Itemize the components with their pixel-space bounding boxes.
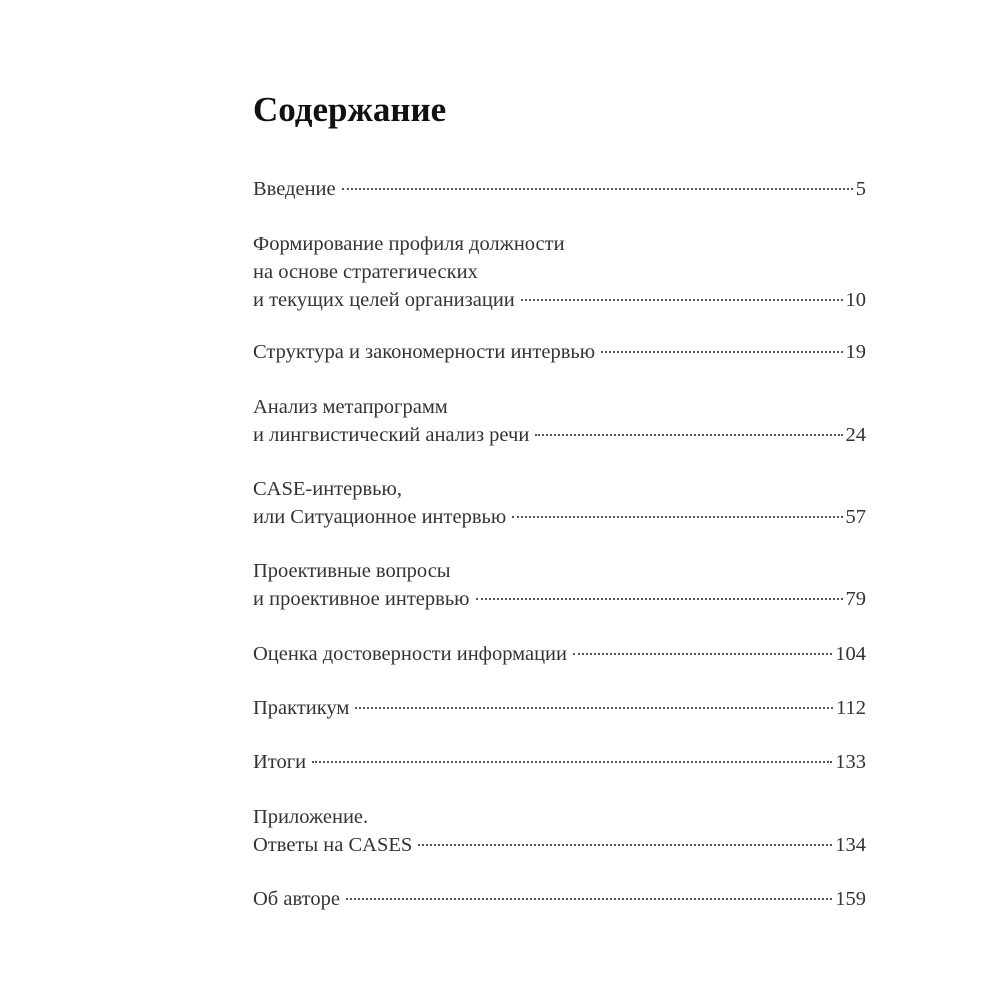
toc-entry-introduction[interactable]: [253, 175, 866, 203]
toc-entry-title: и текущих целей организации: [253, 289, 515, 311]
toc-entry-row: [253, 640, 866, 668]
dot-leader: [512, 516, 842, 518]
dot-leader: [573, 653, 832, 655]
toc-entry-title-line: Проективные вопросы: [253, 560, 451, 582]
table-of-contents: [253, 88, 866, 910]
toc-entry-row: [253, 694, 866, 722]
dot-leader: [346, 898, 832, 900]
toc-entry-title: Об авторе: [253, 888, 340, 910]
toc-page-number: 10: [845, 289, 866, 311]
toc-entry-row: [253, 748, 866, 776]
toc-entry-summary[interactable]: [253, 748, 866, 776]
toc-entry-title: Структура и закономерности интервью: [253, 341, 596, 363]
toc-entry-title: Введение: [253, 178, 336, 200]
toc-page-number: 57: [845, 506, 866, 528]
toc-entry-row: [253, 338, 866, 366]
toc-entry-title-line: Формирование профиля должности: [253, 233, 565, 255]
toc-page-number: 159: [835, 888, 866, 910]
toc-entry-title: Итоги: [253, 751, 307, 773]
toc-page-number: 79: [845, 588, 866, 610]
dot-leader: [418, 844, 832, 846]
dot-leader: [521, 299, 843, 301]
dot-leader: [312, 761, 832, 763]
toc-page-number: 134: [835, 834, 866, 856]
toc-entry-title: или Ситуационное интервью: [253, 506, 507, 528]
toc-entry-appendix[interactable]: [253, 803, 866, 859]
toc-entry-row: [253, 503, 866, 531]
dot-leader: [535, 434, 842, 436]
toc-entry-row: [253, 421, 866, 449]
toc-entry-row: [253, 286, 866, 314]
toc-entry-row: [253, 831, 866, 859]
toc-entry-row: [253, 885, 866, 913]
toc-entry-case-interview[interactable]: [253, 475, 866, 531]
toc-entry-metaprograms[interactable]: [253, 393, 866, 449]
toc-page-number: 112: [836, 697, 866, 719]
toc-entry-title: и лингвистический анализ речи: [253, 424, 530, 446]
toc-entry-title-line: на основе стратегических: [253, 261, 478, 283]
toc-entry-practicum[interactable]: [253, 694, 866, 722]
toc-page-number: 19: [845, 341, 866, 363]
toc-entry-title-line: Анализ метапрограмм: [253, 396, 448, 418]
toc-entry-title: Практикум: [253, 697, 350, 719]
toc-entry-title: Оценка достоверности информации: [253, 643, 567, 665]
toc-entry-projective-questions[interactable]: [253, 557, 866, 613]
dot-leader: [476, 598, 843, 600]
toc-page-number: 133: [835, 751, 866, 773]
toc-entry-title-line: CASE-интервью,: [253, 478, 402, 500]
toc-entry-job-profile[interactable]: [253, 230, 866, 314]
toc-entry-row: [253, 585, 866, 613]
toc-entry-row: [253, 175, 866, 203]
toc-page-number: 5: [855, 178, 866, 200]
toc-entry-about-author[interactable]: [253, 885, 866, 913]
dot-leader: [355, 707, 833, 709]
toc-entry-interview-structure[interactable]: [253, 338, 866, 366]
toc-entry-reliability[interactable]: [253, 640, 866, 668]
toc-entry-title-line: Приложение.: [253, 806, 369, 828]
dot-leader: [601, 351, 842, 353]
page-title: Содержание: [253, 90, 447, 129]
toc-page-number: 24: [845, 424, 866, 446]
toc-page-number: 104: [835, 643, 866, 665]
dot-leader: [342, 188, 853, 190]
toc-entry-title: и проективное интервью: [253, 588, 470, 610]
toc-entry-title: Ответы на CASES: [253, 834, 413, 856]
